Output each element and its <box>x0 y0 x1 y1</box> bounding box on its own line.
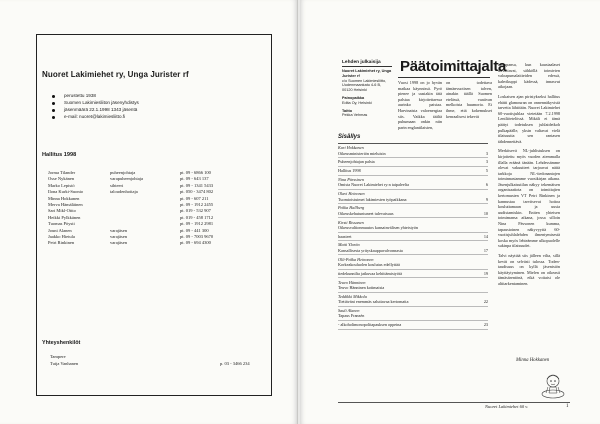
footer-text: Nuoret Lakimiehet 60 v. <box>485 404 528 409</box>
table-of-contents <box>338 134 488 330</box>
org-title: Nuoret Lakimiehet ry, Unga Jurister rf <box>42 70 189 79</box>
board-row <box>48 240 240 246</box>
toc-title: Kansallisesta yrityskauppavalvonnasta <box>338 247 403 253</box>
toc-title: Oikeuskehutuntuneet tulevaisuus <box>338 210 394 216</box>
board-name: Jaakko Hietula <box>48 234 75 240</box>
contact-city: Tampere <box>50 354 66 359</box>
cartoon-illustration <box>538 370 568 400</box>
board-role: varajäsen <box>110 234 127 240</box>
toc-heading: Sisällys <box>338 134 488 144</box>
toc-page-number: 19 <box>483 270 488 276</box>
board-phone: pt. 09 - 6866 100 <box>180 170 211 175</box>
board-phone: pt. 019 - 532 907 <box>180 208 211 214</box>
toc-item <box>338 255 488 269</box>
toc-item <box>338 176 488 190</box>
toc-page-number: 3 <box>485 159 488 165</box>
masthead <box>342 60 392 121</box>
board-name: Jouni Alanen <box>48 227 72 233</box>
board-role: varajäsen <box>110 240 127 246</box>
board-role: varajäsen <box>110 227 127 233</box>
toc-item <box>338 307 488 321</box>
masthead-publisher: Nuoret Lakimiehet ry, Unga Jurister rf <box>342 69 392 78</box>
toc-author: Teddikki Mikkola <box>338 293 367 299</box>
board-name: Petri Rinkinen <box>48 240 75 246</box>
toc-author: Pekka Hallberg <box>338 205 365 211</box>
editorial-column-1: Vuosi 1998 on jo hyvän matkaa käynnissä. Pyrö pienee ja uusiakin tätä palstaa kirjoitettaessa aurinko paistaa. Harvinaista valoenergiaa siis. Vaikka täältä puhumaan onkin niin parin englantilaisten, <box>398 80 442 130</box>
toc-author: Teuvo Hänninen <box>338 279 366 285</box>
org-info-item: perustettu 1938 <box>52 93 139 100</box>
toc-page-number: 17 <box>483 247 488 253</box>
toc-title: Tuomioistuimet lakimiesten työpaikkana <box>338 196 407 202</box>
board-name: Osse Nykänen <box>48 176 75 182</box>
board-name: Jorma Tilander <box>48 170 76 175</box>
board-heading: Hallitus 1998 <box>42 152 77 158</box>
board-phone: pt. 09 - 694 4300 <box>180 240 211 246</box>
footer-divider <box>338 402 570 403</box>
toc-title: Korkeakouluolen koulutus edellyttää <box>338 262 400 268</box>
toc-author: Nina Pärssinen <box>338 176 364 182</box>
editorial-column-3 <box>498 62 560 287</box>
toc-title: Omista Nuoret Lakimiehet ry:n taipaleelta <box>338 182 409 188</box>
toc-page-number: 5 <box>485 168 488 174</box>
editorial-paragraph: Loskaisen ajan piristykseksi hallitus ehätti glamouran on onnennäkyvistä tarvetta lähtöään. Nuoret Lakimiehet 60-vuotisjuhlaa vietetään 7.2.1998 Lentliöetelössä. Mikäli ei tämä päätyi todetuksen juhlaidetkoh pulkapäälle, yksin valtavat vielä tilaisuutta sen rantasen tähdennettävä. <box>498 93 560 144</box>
board-phone: pt. 09 - 7003 9670 <box>180 234 214 240</box>
toc-item <box>338 144 488 158</box>
toc-item <box>338 190 488 204</box>
toc-item <box>338 241 488 255</box>
board-role: taloudenhoitaja <box>110 189 138 195</box>
org-info-list <box>52 93 139 121</box>
toc-item <box>338 270 488 279</box>
toc-page-number: 9 <box>485 196 488 202</box>
board-phone: pt. 09 - 1912 2455 <box>180 202 214 208</box>
contacts-heading: Yhteyshenkilöt <box>42 340 81 346</box>
board-role: puheenjohtaja <box>110 170 136 175</box>
editorial-paragraph: Merkitsevä NL-juhlistuksen on kirjoitettu myös vuoden aiemmalla illalla eräänä tänään. Lehdessämme olevat vakuutteet tarjoavat näitä tarkkoja NL-tiedonantojen toiminnastamme vuosikirjan aikana. Jäsenjulkaisutilan näkyy tekemäisen organisaatiota on toimittajien kertomusten VT Petri Rinkinen ja kannustaa tarvitsevat hoitoa kouluttamaan ja uusia uudistamiskin. Eniten yhteisen toimimansa aikana, jossa silloin Nina Pävsonen kumma, tapaustoinen näkyvyyttä 60-vuotisjuhlalehden ilmentymisestä koska myös lehteämme ulkopuolelle sukinpa tilaisuudet. <box>498 148 560 249</box>
masthead-title: Lehden julkaisija <box>342 60 392 67</box>
board-name: Heikki Pylkkänen <box>48 214 81 220</box>
board-name: Tuomas Pöysti <box>48 221 75 227</box>
board-phone: pt. 09 - 607 211 <box>180 195 209 201</box>
board-name: Minna Hokkanen <box>48 195 80 201</box>
editorial-paragraph: kauppansa, kun kausiaalaset uuvuttavat, sähköllä toimivien valoapumalaitteiden edessä, kahvikuppi kädessä, innasvut aikojaan. <box>498 62 560 90</box>
toc-page-number: 3 <box>485 150 488 156</box>
masthead-editor-value: Pekka Vehmas <box>342 113 368 118</box>
board-phone: pt. 050 - 3474 802 <box>180 189 214 195</box>
toc-title: Tapaus Franzén <box>338 313 365 319</box>
toc-item <box>338 158 488 167</box>
page-number: 1 <box>566 404 569 409</box>
contact-name: Tuija Vanhanen <box>50 361 79 366</box>
toc-page-number: 23 <box>483 322 488 328</box>
masthead-print-value: Edita Oy, Helsinki <box>342 100 372 105</box>
left-page <box>0 0 298 424</box>
toc-title: haasteet <box>338 233 352 239</box>
toc-item <box>338 293 488 307</box>
masthead-address: c/o Suomen Lakimiesliitto, Uudenmaankatu 4-6 B, 00120 Helsinki <box>342 78 387 93</box>
toc-item <box>338 218 488 232</box>
toc-item <box>338 321 488 330</box>
org-info-item: Suomen Lakimiesliiton jäsenyhdistys <box>52 100 139 107</box>
toc-author: Matti Ylarito <box>338 242 360 248</box>
board-name: Ilona Kurki-Suonio <box>48 189 84 195</box>
toc-page-number: 6 <box>485 182 488 188</box>
toc-author: Olavi Heinonen <box>338 191 365 197</box>
org-info-item: e-mail: nuoret@lakimiesliitto.fi <box>52 114 139 121</box>
board-name: Sari Mikl-Ottto <box>48 208 76 214</box>
board-name: Marko Lepistö <box>48 182 75 188</box>
board-phone: pt. 09 - 1341 5433 <box>180 182 214 188</box>
toc-author: Sauli Alanen <box>338 308 360 313</box>
contact-phone: p. 03 - 3466 234 <box>220 361 250 366</box>
toc-title: Oikeusvaltionmuutos kansainvälisen yhteistyön <box>338 224 419 230</box>
board-phone: pt. 09 - 1912 2981 <box>180 221 214 227</box>
toc-list <box>338 144 488 330</box>
board-role: varapuheenjohtaja <box>110 176 143 182</box>
masthead-editor-label: Taitto <box>342 108 353 113</box>
title-divider <box>398 77 490 78</box>
toc-item <box>338 204 488 218</box>
toc-title: Tiettäväni enemmäs saluttavaa kertomatta <box>338 299 409 305</box>
editorial-column-2: on todettava tämänvuotisen talven, ainakin täällä Suomen etelässä, vaativan melkoista huumoria. Ei ihme, että kokemukset kenraalisest tekevät <box>446 80 492 119</box>
board-role: sihteeri <box>110 182 124 188</box>
toc-author: Kirsti Rissanen <box>338 219 364 225</box>
toc-item <box>338 167 488 176</box>
toc-title: Puheenjohtajan palsta <box>338 159 375 165</box>
toc-title: Hallitus 1998 <box>338 168 361 174</box>
toc-item <box>338 278 488 292</box>
toc-title: Oikeusministeriön mieluisin <box>338 150 386 156</box>
toc-item <box>338 233 488 242</box>
toc-page-number: 14 <box>483 233 488 239</box>
toc-title: Teuvo Hänninen kotimaisia <box>338 285 385 291</box>
toc-author: Kari Hokkanen <box>338 145 364 151</box>
org-info-item: jäsenmäärä 22.1.1998 1343 jäsentä <box>52 107 139 114</box>
board-table <box>48 170 240 247</box>
toc-title: - alkoholimonopolitapauksen oppeina <box>338 322 402 328</box>
toc-author: Olli-Pekka Heinonen <box>338 256 374 262</box>
toc-page-number: 10 <box>483 210 488 216</box>
editor-signature: Minna Hokkanen <box>516 358 550 363</box>
board-phone: pt. 09 - 643 137 <box>180 176 209 182</box>
masthead-print-label: Painopaikka <box>342 95 365 100</box>
board-name: Merva Hämäläinen <box>48 202 83 208</box>
page-title: Päätoimittajalta <box>400 58 507 75</box>
toc-title: tiedekunnilta jatkuvaa kehittämistyötä <box>338 270 402 276</box>
toc-page-number: 22 <box>483 299 488 305</box>
editorial-paragraph: Talvi näyttää siis jälleen vilta, sillä kevät on selvästi tulossa. Toden-taudisuus on kyllä jäsenistön käyttäytyminen. Mielen on oikeasti tämäsärentönä, eikä voitaisi ole altitarkentaminen. <box>498 253 560 286</box>
board-phone: pt. 09 - 441 300 <box>180 227 209 233</box>
board-phone: pt. 019 - 458 1712 <box>180 214 214 220</box>
